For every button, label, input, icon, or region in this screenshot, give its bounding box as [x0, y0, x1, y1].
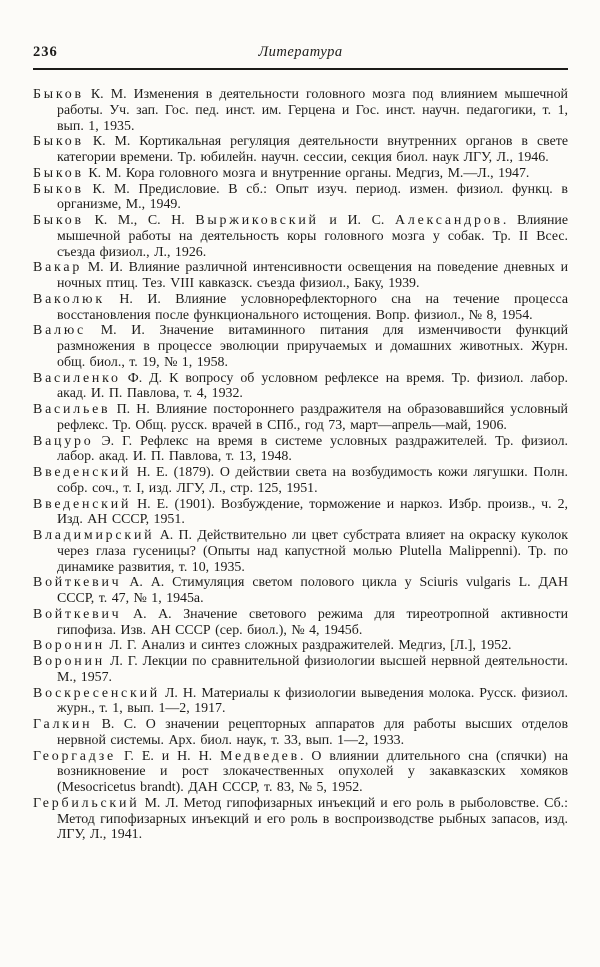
- bibliography-entry: [33, 749, 568, 796]
- bibliography-entry: [33, 434, 568, 466]
- entry-text: А. А. Значение светового режима для тиреотропной активности гипофиза. Изв. АН СССР (сер. биол.), № 4, 1945б.: [57, 606, 568, 638]
- page-number: 236: [33, 44, 58, 60]
- author-name: Введенский: [33, 465, 132, 480]
- bibliography-entry: [33, 686, 568, 718]
- bibliography-list: [33, 87, 568, 843]
- bibliography-entry: [33, 575, 568, 607]
- entry-text: М. И. Значение витаминного питания для изменчивости функций размножения в процессе эволюции приручаемых и домашних животных. Журн. общ. биол., т. 19, № 1, 1958.: [57, 323, 568, 370]
- bibliography-entry: [33, 87, 568, 134]
- bibliography-entry: [33, 465, 568, 497]
- author-name: Войткевич: [33, 575, 122, 591]
- entry-text: К. М. Кортикальная регуляция деятельности внутренних органов в свете категории времени. Тр. юбилейн. научн. сессии, секция биол. наук ЛГУ, Л., 1946.: [57, 134, 568, 165]
- author-name: Вакар: [33, 260, 83, 276]
- entry-text: В. С. О значении рецепторных аппаратов для работы высших отделов нервной системы. Арх. биол. наук, т. 33, вып. 1—2, 1933.: [57, 717, 568, 748]
- entry-text: П. Н. Влияние постороннего раздражителя на образовавшийся условный рефлекс. Тр. Общ. русск. врачей в СПб., год 73, март—апрель—май, 1906.: [57, 402, 568, 433]
- header-rule: [33, 68, 568, 70]
- entry-text: К. М. Кора головного мозга и внутренние органы. Медгиз, М.—Л., 1947.: [83, 165, 530, 181]
- bibliography-entry: [33, 654, 568, 686]
- entry-text: Н. Е. (1901). Возбуждение, торможение и наркоз. Избр. произв., ч. 2, Изд. АН СССР, 1951.: [57, 496, 568, 528]
- entry-text: М. И. Влияние различной интенсивности освещения на поведение дневных и ночных птиц. Тез. VIII кавказск. съезда физиол., Баку, 1939.: [57, 260, 568, 291]
- entry-text: Ф. Д. К вопросу об условном рефлексе на время. Тр. физиол. лабор. акад. И. П. Павлова, т. 4, 1932.: [57, 370, 568, 402]
- author-name: Васильев: [33, 402, 111, 417]
- bibliography-entry: [33, 528, 568, 575]
- bibliography-entry: [33, 717, 568, 749]
- bibliography-entry: [33, 371, 568, 403]
- author-name: Быков: [33, 165, 84, 181]
- author-name: Александров: [395, 213, 503, 228]
- author-name: Владимирский: [33, 528, 155, 543]
- author-name: Георгадзе: [33, 748, 116, 764]
- author-name: Ваколюк: [33, 291, 105, 307]
- page-header: [33, 44, 568, 62]
- author-name: Введенский: [33, 496, 132, 512]
- author-name: Галкин: [33, 717, 93, 732]
- running-title: Литература: [258, 44, 343, 60]
- entry-text: . Влияние мышечной работы на деятельность коры головного мозга у собак. Тр. II Всес. съезда физиол., Л., 1926.: [57, 213, 568, 260]
- bibliography-entry: [33, 134, 568, 166]
- bibliography-entry: [33, 323, 568, 370]
- entry-text: А. А. Стимуляция светом полового цикла у Sciuris vulgaris L. ДАН СССР, т. 47, № 1, 1945а.: [57, 575, 568, 606]
- bibliography-entry: [33, 638, 568, 654]
- entry-text: К. М. Изменения в деятельности головного мозга под влиянием мышечной работы. Уч. зап. Гос. пед. инст. им. Герцена и Гос. инст. научн. педагогики, т. 1, вып. 1, 1935.: [57, 87, 568, 134]
- entry-text: М. Л. Метод гипофизарных инъекций и его роль в рыболовстве. Сб.: Метод гипофизарных инъекций и его роль в воспроизводстве рыбных запасов, изд. ЛГУ, Л., 1941.: [57, 795, 568, 843]
- entry-text: Л. Г. Анализ и синтез сложных раздражителей. Медгиз, [Л.], 1952.: [105, 638, 512, 654]
- author-name: Воронин: [33, 638, 106, 654]
- entry-text: Л. Г. Лекции по сравнительной физиологии высшей нервной деятельности. М., 1957.: [57, 654, 568, 685]
- entry-text: . О влиянии длительного сна (спячки) на возникновение и рост злокачественных опухолей у закавказских хомяков (Mesocricetus brandt). ДАН СССР, т. 83, № 5, 1952.: [57, 748, 568, 795]
- bibliography-entry: [33, 260, 568, 292]
- bibliography-entry: [33, 497, 568, 529]
- bibliography-entry: [33, 292, 568, 324]
- bibliography-entry: [33, 796, 568, 843]
- author-name: Воскресенский: [33, 685, 161, 701]
- author-name: Вацуро: [33, 433, 94, 449]
- author-name: Валюс: [33, 323, 87, 339]
- entry-text: Н. Е. (1879). О действии света на возбудимость кожи лягушки. Полн. собр. соч., т. I, изд. ЛГУ, Л., стр. 125, 1951.: [57, 465, 568, 496]
- author-name: Войткевич: [33, 606, 122, 622]
- entry-text: К. М., С. Н.: [83, 213, 196, 228]
- entry-text: А. П. Действительно ли цвет субстрата влияет на окраску куколок через глаза гусеницы? (Опыты над капустной молью Plutella Malippenni). Тр. по динамике развития, т. 10, 1935.: [57, 528, 568, 575]
- entry-text: и И. С.: [318, 213, 396, 228]
- author-name: Выржиковский: [195, 213, 319, 228]
- entry-text: Г. Е. и Н. Н.: [115, 748, 221, 764]
- author-name: Быков: [33, 134, 84, 150]
- author-name: Быков: [33, 181, 84, 197]
- author-name: Воронин: [33, 654, 106, 669]
- bibliography-entry: [33, 182, 568, 214]
- bibliography-entry: [33, 213, 568, 260]
- author-name: Быков: [33, 87, 84, 102]
- author-name: Василенко: [33, 370, 121, 386]
- bibliography-entry: [33, 166, 568, 182]
- author-name: Быков: [33, 213, 84, 228]
- entry-text: Л. Н. Материалы к физиологии выведения молока. Русск. физиол. журн., т. 1, вып. 1—2, 1917.: [57, 685, 568, 717]
- author-name: Медведев: [220, 748, 300, 764]
- entry-text: К. М. Предисловие. В сб.: Опыт изуч. период. измен. физиол. функц. в организме, М., 1949.: [57, 181, 568, 213]
- entry-text: Э. Г. Рефлекс на время в системе условных раздражителей. Тр. физиол. лабор. акад. И. П. Павлова, т. 13, 1948.: [57, 433, 568, 465]
- author-name: Гербильский: [33, 795, 140, 811]
- bibliography-entry: [33, 402, 568, 434]
- bibliography-entry: [33, 607, 568, 639]
- entry-text: Н. И. Влияние условнорефлекторного сна на течение процесса восстановления после функционального истощения. Вопр. физиол., № 8, 1954.: [57, 291, 568, 323]
